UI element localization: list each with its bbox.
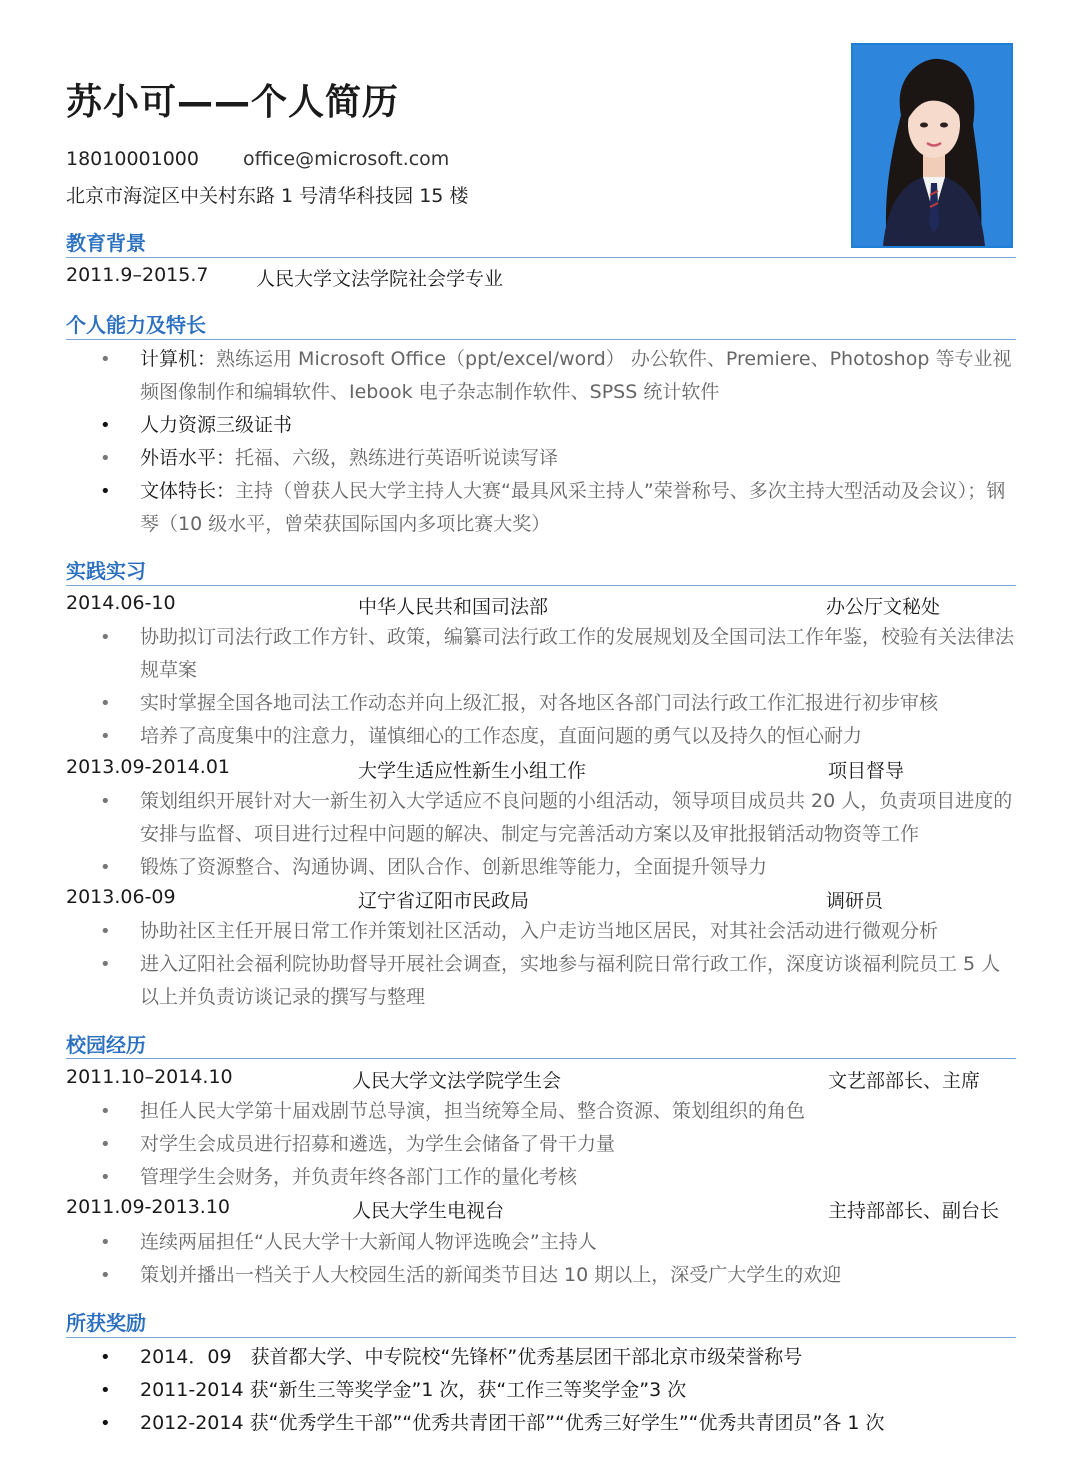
- experience-role: 办公厅文秘处: [826, 596, 941, 618]
- list-item: [100, 851, 1016, 884]
- experience-detail: 担任人民大学第十届戏剧节总导演，担当统筹全局、整合资源、策划组织的角色: [140, 1100, 806, 1122]
- experience-org: 大学生适应性新生小组工作: [358, 760, 587, 782]
- list-item: [100, 785, 1016, 851]
- phone-number: 18010001000: [66, 148, 199, 170]
- bullet-icon: •: [100, 349, 111, 370]
- list-item: [100, 409, 1016, 442]
- bullet-icon: •: [100, 1347, 111, 1368]
- bullet-icon: •: [100, 1101, 111, 1122]
- email-address: office@microsoft.com: [242, 148, 450, 170]
- experience-detail: 进入辽阳社会福利院协助督导开展社会调查，实地参与福利院日常行政工作，深度访谈福利院员工 5 人以上并负责访谈记录的撰写与整理: [140, 953, 1001, 1008]
- skill-text: 托福、六级，熟练进行英语听说读写译: [235, 447, 559, 469]
- experience-period: 2011.10–2014.10: [66, 1066, 233, 1088]
- section-title-campus: 校园经历: [66, 1033, 146, 1057]
- skill-text: 人力资源三级证书: [140, 414, 293, 436]
- experience-role: 调研员: [826, 890, 884, 912]
- experience-detail: 连续两届担任“人民大学十大新闻人物评选晚会”主持人: [140, 1231, 597, 1253]
- skill-label: 外语水平：: [140, 447, 236, 469]
- bullet-icon: •: [100, 954, 111, 975]
- bullet-icon: •: [100, 1380, 111, 1401]
- skill-label: 文体特长：: [140, 480, 236, 502]
- bullet-icon: •: [100, 1167, 111, 1188]
- award-text: 2011-2014 获“新生三等奖学金”1 次，获“工作三等奖学金”3 次: [140, 1379, 687, 1401]
- section-title-practice: 实践实习: [66, 559, 146, 583]
- section-divider: [66, 585, 1016, 586]
- home-address: 北京市海淀区中关村东路 1 号清华科技园 15 楼: [66, 185, 469, 207]
- list-item: [100, 1341, 1016, 1374]
- bullet-icon: •: [100, 415, 111, 436]
- experience-period: 2014.06-10: [66, 592, 176, 614]
- experience-role: 主持部部长、副台长: [828, 1200, 1000, 1222]
- experience-detail: 实时掌握全国各地司法工作动态并向上级汇报，对各地区各部门司法行政工作汇报进行初步审核: [140, 692, 939, 714]
- section-divider: [66, 1337, 1016, 1338]
- section-title-education: 教育背景: [66, 231, 146, 255]
- list-item: [100, 475, 1016, 541]
- experience-period: 2011.09-2013.10: [66, 1196, 230, 1218]
- experience-row: [66, 756, 1016, 784]
- bullet-icon: •: [100, 1134, 111, 1155]
- experience-row: [66, 1196, 1016, 1224]
- experience-row: [66, 592, 1016, 620]
- experience-org: 人民大学生电视台: [352, 1200, 505, 1222]
- experience-detail: 培养了高度集中的注意力，谨慎细心的工作态度，直面问题的勇气以及持久的恒心耐力: [140, 725, 863, 747]
- list-item: [100, 687, 1016, 720]
- resume-title: 苏小可——个人简历: [66, 82, 400, 123]
- list-item: [100, 1226, 1016, 1259]
- experience-org: 辽宁省辽阳市民政局: [358, 890, 530, 912]
- list-item: [100, 1407, 1016, 1440]
- experience-role: 项目督导: [828, 760, 905, 782]
- bullet-icon: •: [100, 921, 111, 942]
- experience-detail: 策划并播出一档关于人大校园生活的新闻类节目达 10 期以上，深受广大学生的欢迎: [140, 1264, 842, 1286]
- bullet-icon: •: [100, 627, 111, 648]
- list-item: [100, 915, 1016, 948]
- list-item: [100, 442, 1016, 475]
- section-divider: [66, 1058, 1016, 1059]
- education-school: 人民大学文法学院社会学专业: [256, 268, 504, 290]
- portrait-image: [853, 45, 1011, 246]
- list-item: [100, 1161, 1016, 1194]
- bullet-icon: •: [100, 448, 111, 469]
- section-title-awards: 所获奖励: [66, 1311, 146, 1335]
- experience-period: 2013.09-2014.01: [66, 756, 230, 778]
- section-title-skills: 个人能力及特长: [66, 313, 206, 337]
- bullet-icon: •: [100, 481, 111, 502]
- list-item: [100, 1259, 1016, 1292]
- experience-row: [66, 886, 1016, 914]
- experience-detail: 对学生会成员进行招募和遴选，为学生会储备了骨干力量: [140, 1133, 616, 1155]
- bullet-icon: •: [100, 1232, 111, 1253]
- bullet-icon: •: [100, 1265, 111, 1286]
- list-item: [100, 621, 1016, 687]
- education-period: 2011.9–2015.7: [66, 264, 209, 286]
- list-item: [100, 1095, 1016, 1128]
- experience-period: 2013.06-09: [66, 886, 176, 908]
- skill-label: 计算机：: [140, 348, 217, 370]
- skill-text: 熟练运用 Microsoft Office（ppt/excel/word） 办公软件、Premiere、Photoshop 等专业视频图像制作和编辑软件、Iebook 电子杂志制作软件、SPSS 统计软件: [140, 348, 1012, 403]
- bullet-icon: •: [100, 726, 111, 747]
- list-item: [100, 948, 1016, 1014]
- education-row: [66, 264, 1016, 292]
- list-item: [100, 720, 1016, 753]
- experience-detail: 策划组织开展针对大一新生初入大学适应不良问题的小组活动，领导项目成员共 20 人，负责项目进度的安排与监督、项目进行过程中问题的解决、制定与完善活动方案以及审批报销活动物资等工作: [140, 790, 1013, 845]
- bullet-icon: •: [100, 1413, 111, 1434]
- experience-detail: 协助社区主任开展日常工作并策划社区活动，入户走访当地区居民，对其社会活动进行微观分析: [140, 920, 939, 942]
- list-item: [100, 1128, 1016, 1161]
- bullet-icon: •: [100, 791, 111, 812]
- experience-row: [66, 1066, 1016, 1094]
- profile-photo: [851, 43, 1013, 248]
- award-text: 2014．09 获首都大学、中专院校“先锋杯”优秀基层团干部北京市级荣誉称号: [140, 1346, 803, 1368]
- award-text: 2012-2014 获“优秀学生干部”“优秀共青团干部”“优秀三好学生”“优秀共青团员”各 1 次: [140, 1412, 885, 1434]
- experience-org: 人民大学文法学院学生会: [352, 1070, 562, 1092]
- experience-role: 文艺部部长、主席: [828, 1070, 981, 1092]
- experience-detail: 锻炼了资源整合、沟通协调、团队合作、创新思维等能力，全面提升领导力: [140, 856, 768, 878]
- bullet-icon: •: [100, 693, 111, 714]
- skill-text: 主持（曾获人民大学主持人大赛“最具风采主持人”荣誉称号、多次主持大型活动及会议）；钢琴（10 级水平，曾荣获国际国内多项比赛大奖）: [140, 480, 1006, 535]
- experience-detail: 管理学生会财务，并负责年终各部门工作的量化考核: [140, 1166, 578, 1188]
- section-divider: [66, 339, 1016, 340]
- bullet-icon: •: [100, 857, 111, 878]
- contact-line: [66, 148, 449, 170]
- section-divider: [66, 257, 1016, 258]
- experience-org: 中华人民共和国司法部: [358, 596, 549, 618]
- list-item: [100, 1374, 1016, 1407]
- experience-detail: 协助拟订司法行政工作方针、政策，编纂司法行政工作的发展规划及全国司法工作年鉴，校验有关法律法规草案: [140, 626, 1015, 681]
- list-item: [100, 343, 1016, 409]
